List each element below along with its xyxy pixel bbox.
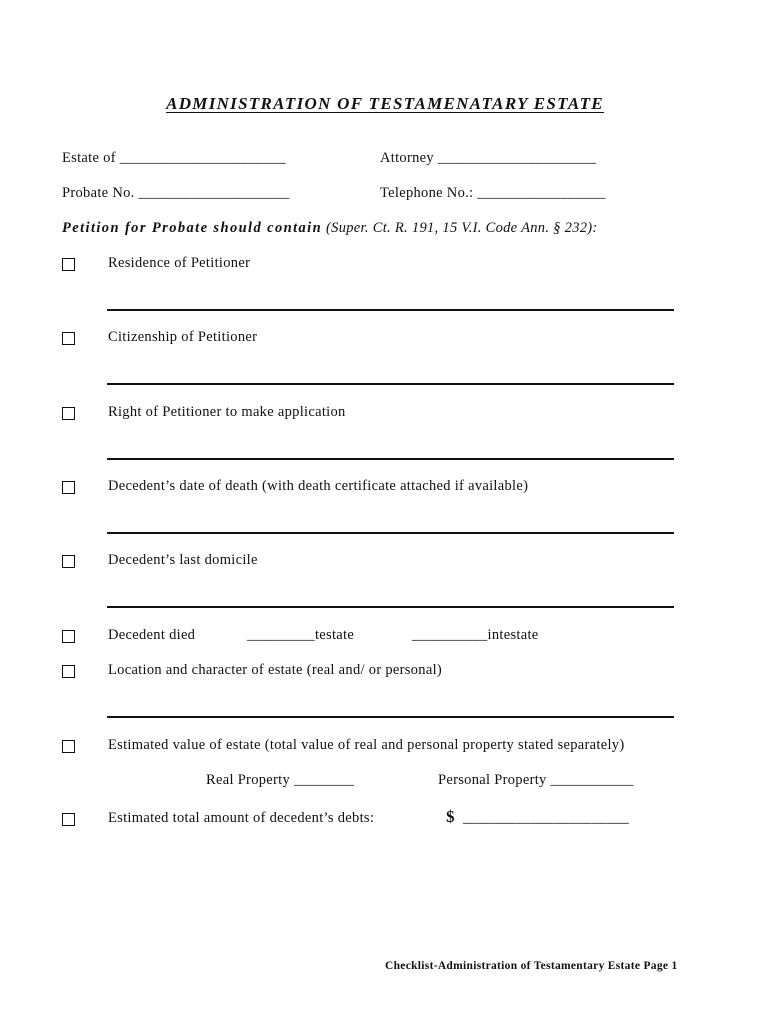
location-label: Location and character of estate (real and/ or personal) (108, 662, 443, 678)
residence-label: Residence of Petitioner (108, 255, 251, 271)
date-of-death-answer-line[interactable] (107, 532, 674, 534)
right-checkbox[interactable] (62, 407, 75, 420)
debts-label: Estimated total amount of decedent’s debts: (108, 810, 375, 826)
date-of-death-checkbox[interactable] (62, 481, 75, 494)
location-answer-line[interactable] (107, 716, 674, 718)
page-footer: Checklist-Administration of Testamentary Estate Page 1 (385, 960, 678, 972)
probate-no-field[interactable]: Probate No. ____________________ (62, 185, 290, 201)
estate-of-field[interactable]: Estate of ______________________ (62, 150, 286, 166)
attorney-field[interactable]: Attorney _____________________ (380, 150, 597, 166)
date-of-death-label: Decedent’s date of death (with death certificate attached if available) (108, 478, 529, 494)
petition-lead: Petition for Probate should contain (62, 220, 323, 236)
domicile-label: Decedent’s last domicile (108, 552, 258, 568)
dollar-sign: $ (446, 807, 455, 826)
decedent-died-label: Decedent died (108, 627, 196, 643)
debts-checkbox[interactable] (62, 813, 75, 826)
right-label: Right of Petitioner to make application (108, 404, 346, 420)
estimated-value-label: Estimated value of estate (total value of real and personal property stated separately) (108, 737, 625, 753)
page-title: ADMINISTRATION OF TESTAMENATARY ESTATE (166, 94, 604, 113)
petition-citation: (Super. Ct. R. 191, 15 V.I. Code Ann. § 232): (326, 220, 598, 236)
intestate-field[interactable]: __________intestate (412, 627, 539, 643)
petition-heading (62, 220, 598, 237)
personal-property-field[interactable]: Personal Property ___________ (438, 772, 634, 788)
residence-answer-line[interactable] (107, 309, 674, 311)
domicile-answer-line[interactable] (107, 606, 674, 608)
real-property-field[interactable]: Real Property ________ (206, 772, 355, 788)
citizenship-checkbox[interactable] (62, 332, 75, 345)
estimated-value-checkbox[interactable] (62, 740, 75, 753)
location-checkbox[interactable] (62, 665, 75, 678)
citizenship-label: Citizenship of Petitioner (108, 329, 258, 345)
residence-checkbox[interactable] (62, 258, 75, 271)
decedent-died-checkbox[interactable] (62, 630, 75, 643)
debts-amount-field[interactable]: ______________________ (463, 810, 630, 826)
telephone-no-field[interactable]: Telephone No.: _________________ (380, 185, 606, 201)
domicile-checkbox[interactable] (62, 555, 75, 568)
right-answer-line[interactable] (107, 458, 674, 460)
testate-field[interactable]: _________testate (247, 627, 355, 643)
citizenship-answer-line[interactable] (107, 383, 674, 385)
